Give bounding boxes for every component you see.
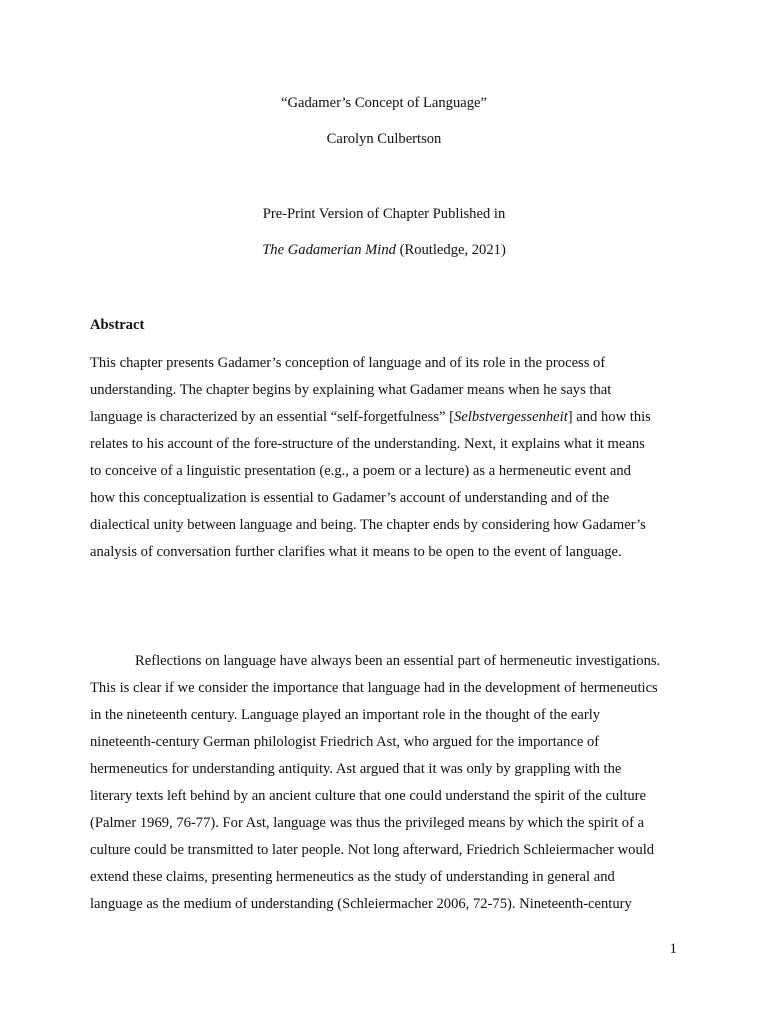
german-term: Selbstvergessenheit — [454, 409, 568, 425]
author-name: Carolyn Culbertson — [326, 131, 442, 147]
body-line: in the nineteenth century. Language played an important role in the thought of the early — [90, 707, 601, 723]
abstract-line: analysis of conversation further clarifies what it means to be open to the event of language. — [90, 544, 622, 560]
body-line: (Palmer 1969, 76-77). For Ast, language was thus the privileged means by which the spirit of a — [90, 815, 645, 831]
body-line: This is clear if we consider the importance that language had in the development of hermeneutics — [90, 680, 658, 696]
abstract-line: This chapter presents Gadamer’s conception of language and of its role in the process of — [90, 355, 606, 371]
abstract-line-text: ] and how this — [567, 409, 651, 425]
body-line: literary texts left behind by an ancient culture that one could understand the spirit of the culture — [90, 788, 647, 804]
book-title: The Gadamerian Mind — [262, 242, 396, 258]
abstract-line: dialectical unity between language and being. The chapter ends by considering how Gadamer’s — [90, 517, 646, 533]
abstract-line: understanding. The chapter begins by explaining what Gadamer means when he says that — [90, 382, 612, 398]
body-line: hermeneutics for understanding antiquity. Ast argued that it was only by grappling with the — [90, 761, 622, 777]
publication-line — [0, 241, 768, 259]
abstract-line-text: language is characterized by an essential “self-forgetfulness” [ — [90, 409, 455, 425]
abstract-line: relates to his account of the fore-structure of the understanding. Next, it explains what it means — [90, 436, 645, 452]
preprint-note: Pre-Print Version of Chapter Published in — [262, 206, 506, 222]
body-line: language as the medium of understanding (Schleiermacher 2006, 72-75). Nineteenth-century — [90, 896, 632, 912]
abstract-line: how this conceptualization is essential to Gadamer’s account of understanding and of the — [90, 490, 610, 506]
body-line: nineteenth-century German philologist Friedrich Ast, who argued for the importance of — [90, 734, 600, 750]
body-paragraph — [90, 648, 680, 918]
abstract-paragraph — [90, 350, 680, 566]
body-line: extend these claims, presenting hermeneutics as the study of understanding in general and — [90, 869, 615, 885]
page-number: 1 — [669, 941, 677, 957]
body-line: Reflections on language have always been an essential part of hermeneutic investigations. — [135, 653, 661, 669]
chapter-title: “Gadamer’s Concept of Language” — [281, 95, 487, 111]
publication-details: (Routledge, 2021) — [395, 242, 506, 258]
abstract-heading: Abstract — [90, 317, 145, 333]
abstract-line — [90, 404, 680, 431]
abstract-line: to conceive of a linguistic presentation (e.g., a poem or a lecture) as a hermeneutic event and — [90, 463, 631, 479]
body-line: culture could be transmitted to later people. Not long afterward, Friedrich Schleiermacher would — [90, 842, 655, 858]
